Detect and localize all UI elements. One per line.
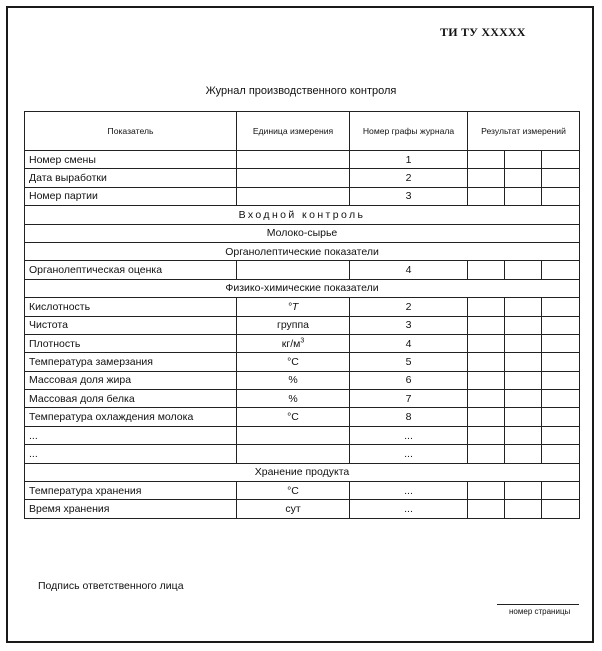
page-number-label: номер страницы bbox=[509, 607, 571, 616]
result-cell bbox=[542, 371, 580, 389]
result-cell bbox=[468, 408, 505, 426]
result-cell bbox=[505, 500, 542, 518]
result-cell bbox=[542, 353, 580, 371]
indicator-cell: Массовая доля жира bbox=[25, 371, 237, 389]
result-cell bbox=[505, 316, 542, 334]
column-number-cell: 3 bbox=[350, 187, 468, 205]
unit-cell bbox=[237, 482, 350, 500]
header-unit: Единица измерения bbox=[237, 112, 350, 151]
unit-cell bbox=[237, 187, 350, 205]
column-number-cell: 8 bbox=[350, 408, 468, 426]
unit-cell bbox=[237, 390, 350, 408]
result-cell bbox=[505, 298, 542, 316]
result-cell bbox=[505, 482, 542, 500]
unit-cell bbox=[237, 334, 350, 352]
result-cell bbox=[505, 408, 542, 426]
table-row bbox=[25, 408, 580, 426]
header-indicator: Показатель bbox=[25, 112, 237, 151]
result-cell bbox=[468, 169, 505, 187]
result-cell bbox=[505, 187, 542, 205]
unit-text: °T bbox=[287, 300, 299, 313]
page-number-line bbox=[497, 604, 579, 605]
column-number-cell: 5 bbox=[350, 353, 468, 371]
result-cell bbox=[542, 445, 580, 463]
result-cell bbox=[542, 390, 580, 408]
unit-cell bbox=[237, 353, 350, 371]
table-row bbox=[25, 482, 580, 500]
unit-text: °С bbox=[287, 411, 299, 424]
table-row bbox=[25, 500, 580, 518]
result-cell bbox=[468, 445, 505, 463]
indicator-cell: Номер партии bbox=[25, 187, 237, 205]
result-cell bbox=[542, 187, 580, 205]
section-row bbox=[25, 242, 580, 260]
column-number-cell: 2 bbox=[350, 298, 468, 316]
column-number-cell: 6 bbox=[350, 371, 468, 389]
section-title: Органолептические показатели bbox=[25, 242, 580, 260]
journal-table bbox=[24, 111, 580, 519]
table-row bbox=[25, 390, 580, 408]
indicator-cell: Температура охлаждения молока bbox=[25, 408, 237, 426]
result-cell bbox=[505, 353, 542, 371]
result-cell bbox=[542, 298, 580, 316]
section-row bbox=[25, 279, 580, 297]
result-cell bbox=[468, 151, 505, 169]
table-row bbox=[25, 151, 580, 169]
signature-label: Подпись ответственного лица bbox=[38, 580, 184, 592]
result-cell bbox=[468, 353, 505, 371]
table-row bbox=[25, 445, 580, 463]
table-row bbox=[25, 426, 580, 444]
section-title: Входной контроль bbox=[25, 206, 580, 224]
result-cell bbox=[505, 151, 542, 169]
result-cell bbox=[468, 500, 505, 518]
unit-text: % bbox=[288, 374, 298, 387]
indicator-cell: Дата выработки bbox=[25, 169, 237, 187]
result-cell bbox=[468, 371, 505, 389]
unit-cell bbox=[237, 316, 350, 334]
result-cell bbox=[505, 261, 542, 279]
section-title: Хранение продукта bbox=[25, 463, 580, 481]
section-row bbox=[25, 206, 580, 224]
unit-text: группа bbox=[276, 319, 309, 332]
result-cell bbox=[542, 482, 580, 500]
result-cell bbox=[542, 426, 580, 444]
column-number-cell: 4 bbox=[350, 334, 468, 352]
unit-cell bbox=[237, 408, 350, 426]
indicator-cell: Чистота bbox=[25, 316, 237, 334]
table-row bbox=[25, 334, 580, 352]
unit-cell bbox=[237, 371, 350, 389]
result-cell bbox=[542, 169, 580, 187]
column-number-cell: ... bbox=[350, 482, 468, 500]
indicator-cell: Температура замерзания bbox=[25, 353, 237, 371]
column-number-cell: 1 bbox=[350, 151, 468, 169]
result-cell bbox=[542, 500, 580, 518]
result-cell bbox=[542, 261, 580, 279]
table-row bbox=[25, 316, 580, 334]
unit-text: % bbox=[288, 392, 298, 405]
result-cell bbox=[505, 334, 542, 352]
result-cell bbox=[542, 151, 580, 169]
unit-cell bbox=[237, 261, 350, 279]
column-number-cell: ... bbox=[350, 426, 468, 444]
document-code: ТИ ТУ XXXXX bbox=[440, 25, 526, 39]
result-cell bbox=[505, 390, 542, 408]
column-number-cell: ... bbox=[350, 445, 468, 463]
unit-cell bbox=[237, 169, 350, 187]
result-cell bbox=[505, 445, 542, 463]
journal-title: Журнал производственного контроля bbox=[205, 85, 397, 97]
indicator-cell: Органолептическая оценка bbox=[25, 261, 237, 279]
result-cell bbox=[542, 408, 580, 426]
indicator-cell: ... bbox=[25, 426, 237, 444]
result-cell bbox=[468, 390, 505, 408]
indicator-cell: Номер смены bbox=[25, 151, 237, 169]
table-row bbox=[25, 371, 580, 389]
section-row bbox=[25, 224, 580, 242]
indicator-cell: Плотность bbox=[25, 334, 237, 352]
unit-cell bbox=[237, 298, 350, 316]
column-number-cell: 2 bbox=[350, 169, 468, 187]
section-row bbox=[25, 463, 580, 481]
column-number-cell: 7 bbox=[350, 390, 468, 408]
indicator-cell: Время хранения bbox=[25, 500, 237, 518]
unit-cell bbox=[237, 445, 350, 463]
result-cell bbox=[468, 334, 505, 352]
table-row bbox=[25, 298, 580, 316]
unit-text: °С bbox=[287, 355, 299, 368]
unit-superscript: 3 bbox=[300, 337, 305, 345]
table-header-row bbox=[25, 112, 580, 151]
header-column-number: Номер графы журнала bbox=[350, 112, 468, 151]
column-number-cell: 3 bbox=[350, 316, 468, 334]
indicator-cell: Кислотность bbox=[25, 298, 237, 316]
unit-cell bbox=[237, 151, 350, 169]
unit-cell bbox=[237, 426, 350, 444]
column-number-cell: ... bbox=[350, 500, 468, 518]
unit-text: кг/м bbox=[281, 337, 301, 350]
indicator-cell: ... bbox=[25, 445, 237, 463]
section-title: Молоко-сырье bbox=[25, 224, 580, 242]
result-cell bbox=[468, 426, 505, 444]
indicator-cell: Массовая доля белка bbox=[25, 390, 237, 408]
result-cell bbox=[505, 371, 542, 389]
result-cell bbox=[468, 316, 505, 334]
header-results: Результат измерений bbox=[468, 112, 580, 151]
unit-text: °С bbox=[287, 484, 299, 497]
unit-text: сут bbox=[285, 503, 301, 516]
table-row bbox=[25, 169, 580, 187]
result-cell bbox=[542, 334, 580, 352]
result-cell bbox=[468, 187, 505, 205]
unit-cell bbox=[237, 500, 350, 518]
table-row bbox=[25, 261, 580, 279]
indicator-cell: Температура хранения bbox=[25, 482, 237, 500]
result-cell bbox=[505, 426, 542, 444]
result-cell bbox=[505, 169, 542, 187]
section-title: Физико-химические показатели bbox=[25, 279, 580, 297]
result-cell bbox=[542, 316, 580, 334]
table-row bbox=[25, 187, 580, 205]
result-cell bbox=[468, 482, 505, 500]
result-cell bbox=[468, 261, 505, 279]
result-cell bbox=[468, 298, 505, 316]
table-row bbox=[25, 353, 580, 371]
column-number-cell: 4 bbox=[350, 261, 468, 279]
